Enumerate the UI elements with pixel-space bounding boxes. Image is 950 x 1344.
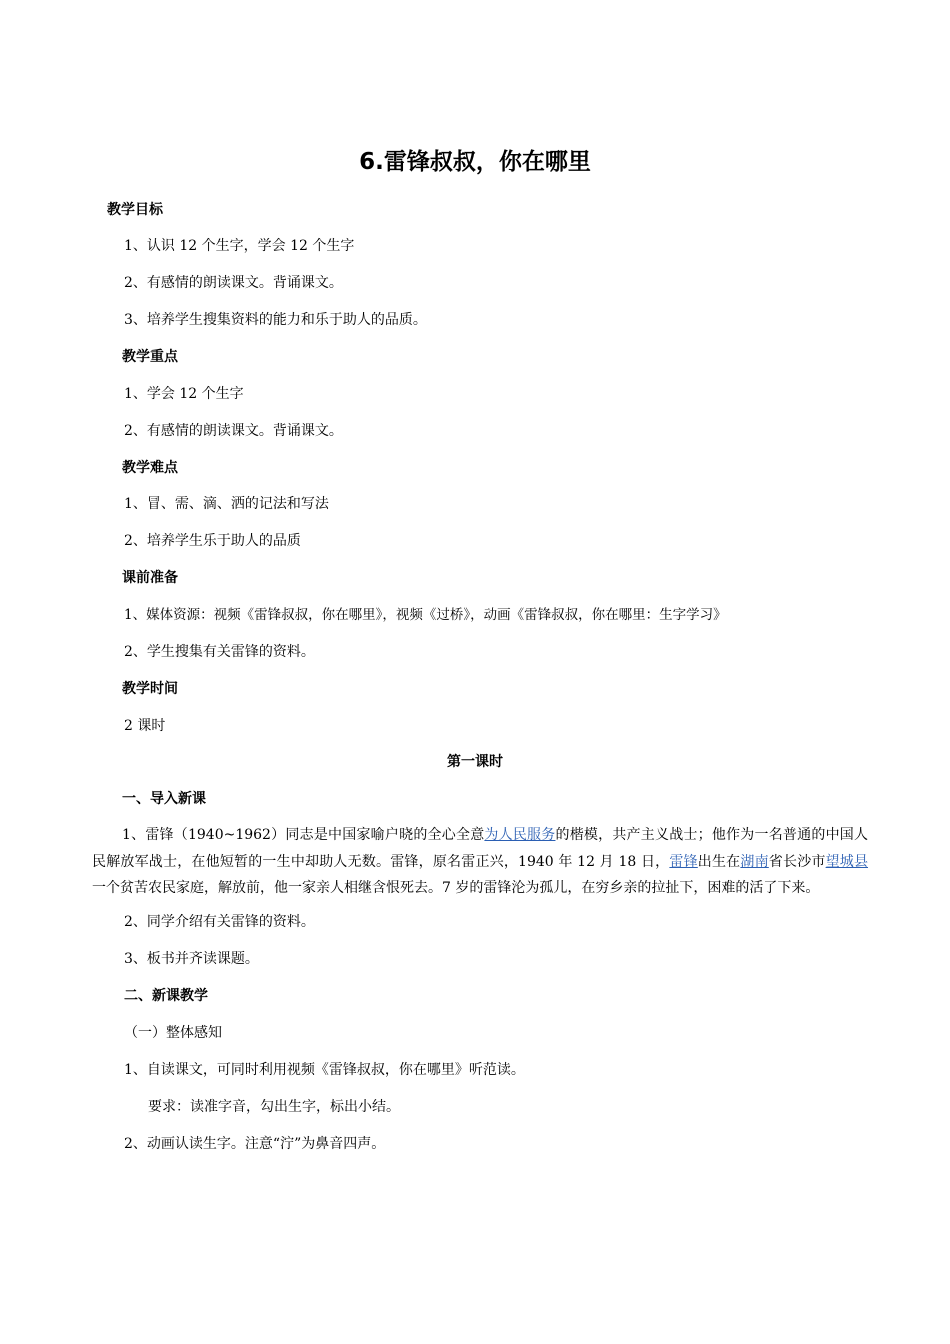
intro-text-1: 1、雷锋（1940~1962）同志是中国家喻户晓的全心全意 (122, 827, 485, 843)
intro-text-3: 出生在 (697, 853, 741, 870)
section-1-item-3: 3、板书并齐读课题。 (124, 951, 259, 967)
intro-text-5: 一个贫苦农民家庭，解放前，他一家亲人相继含恨死去。7 岁的雷锋沦为孤儿，在穷乡亲的拉扯下，困难的活了下来。 (92, 880, 820, 896)
link-serve-people[interactable]: 为人民服务 (484, 827, 556, 843)
intro-text-2: 的楷模，共产主义战士；他作为一名普通的中国人民解放军战士，在他短暂的一生中却助人无数。雷锋，原名雷正兴，1940 年 12 月 18 日， (92, 827, 868, 870)
section-1-heading: 一、导入新课 (122, 791, 206, 807)
teaching-time-value: 2 课时 (124, 718, 166, 734)
key-point-1: 1、学会 12 个生字 (124, 386, 244, 402)
goal-item-2: 2、有感情的朗读课文。背诵课文。 (124, 275, 343, 291)
difficulty-1: 1、冒、需、滴、洒的记法和写法 (124, 496, 329, 512)
teaching-time-heading: 教学时间 (122, 681, 178, 697)
goal-item-1: 1、认识 12 个生字，学会 12 个生字 (124, 238, 355, 254)
document-title: 6.雷锋叔叔，你在哪里 (359, 149, 591, 175)
difficulties-heading: 教学难点 (122, 460, 178, 476)
intro-text-4: 省长沙市 (768, 853, 826, 870)
lesson-heading: 第一课时 (447, 754, 503, 770)
subsection-1-heading: （一）整体感知 (124, 1025, 222, 1041)
section-2-item-1: 1、自读课文，可同时利用视频《雷锋叔叔，你在哪里》听范读。 (124, 1062, 525, 1078)
preparation-2: 2、学生搜集有关雷锋的资料。 (124, 644, 315, 660)
section-1-item-2: 2、同学介绍有关雷锋的资料。 (124, 914, 315, 930)
link-hunan[interactable]: 湖南 (740, 853, 769, 870)
goal-item-3: 3、培养学生搜集资料的能力和乐于助人的品质。 (124, 312, 427, 328)
difficulty-2: 2、培养学生乐于助人的品质 (124, 533, 301, 549)
goals-heading: 教学目标 (107, 202, 163, 218)
preparation-1: 1、媒体资源：视频《雷锋叔叔，你在哪里》，视频《过桥》，动画《雷锋叔叔，你在哪里：生字学习》 (124, 607, 727, 623)
preparation-heading: 课前准备 (122, 570, 178, 586)
intro-paragraph (92, 822, 868, 902)
section-2-requirement: 要求：读准字音，勾出生字，标出小结。 (148, 1099, 400, 1115)
link-wangcheng[interactable]: 望城县 (825, 853, 869, 870)
key-points-heading: 教学重点 (122, 349, 178, 365)
section-2-item-2: 2、动画认读生字。注意“泞”为鼻音四声。 (124, 1136, 386, 1152)
link-lei-feng[interactable]: 雷锋 (669, 853, 698, 870)
key-point-2: 2、有感情的朗读课文。背诵课文。 (124, 423, 343, 439)
section-2-heading: 二、新课教学 (124, 988, 208, 1004)
